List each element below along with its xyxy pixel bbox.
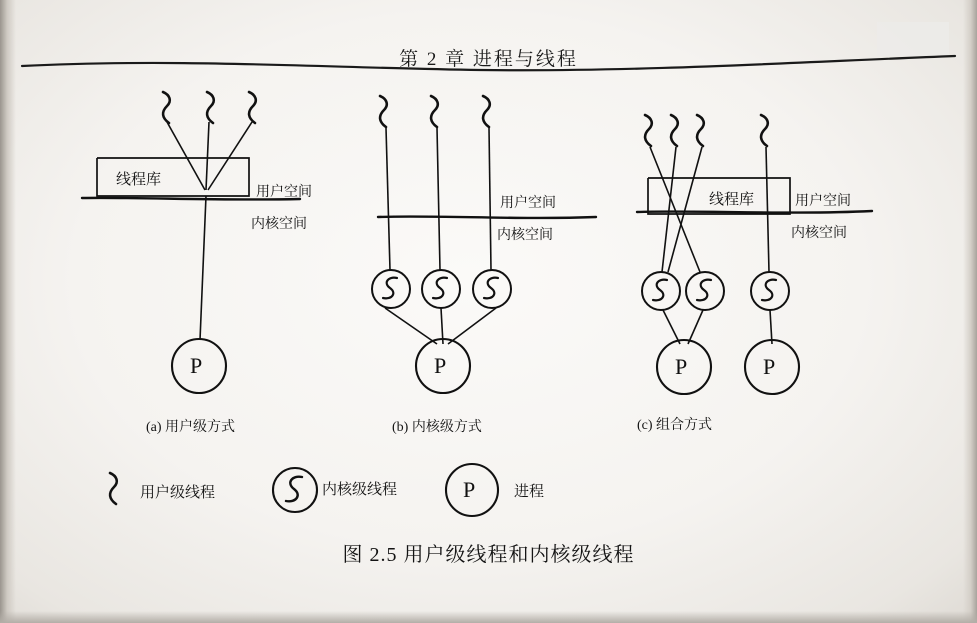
panel-c-user-space-label: 用户空间 [795,194,851,209]
panel-c-caption: (c) 组合方式 [637,418,713,433]
running-head: 第 2 章 进程与线程 [399,49,578,70]
header-rule [22,56,955,70]
panel-c-user-thread-2 [671,115,678,146]
legend-label-user-thread: 用户级线程 [140,485,216,501]
legend-process-glyph: P [463,477,476,502]
panel-b-kernel-thread-2 [422,270,460,308]
panel-c-process-label-2: P [763,354,776,379]
legend-label-process: 进程 [514,484,545,500]
panel-c-user-thread-4 [761,115,768,146]
panel-b-user-space-label: 用户空间 [500,196,556,211]
figure-caption: 图 2.5 用户级线程和内核级线程 [342,544,635,566]
panel-c-space-boundary [637,211,872,213]
panel-c-kernel-thread-2 [686,272,724,310]
panel-a-process-label: P [190,353,203,378]
panel-a-caption: (a) 用户级方式 [146,420,236,435]
panel-c-user-thread-1 [645,115,652,146]
legend-kernel-thread-circle-icon [273,468,317,512]
panel-a-kernel-space-label: 内核空间 [251,217,307,232]
panel-c-kernel-space-label: 内核空间 [791,226,847,241]
panel-c-thread-library-label: 线程库 [709,192,755,208]
panel-c-user-thread-3 [697,115,704,146]
panel-b-caption: (b) 内核级方式 [392,420,482,435]
panel-b-user-thread-2 [431,96,438,127]
legend-user-thread-squiggle-icon [110,473,117,504]
panel-b-user-thread-3 [483,96,490,127]
panel-b-user-thread-1 [380,96,387,127]
panel-a-thread-library-label: 线程库 [116,172,162,188]
panel-a-user-thread-3 [249,92,256,123]
panel-c-process-label-1: P [675,354,688,379]
panel-b-kernel-space-label: 内核空间 [497,228,553,243]
legend-label-kernel-thread: 内核级线程 [322,482,398,498]
panel-b-process-label: P [434,353,447,378]
panel-a-user-thread-1 [163,92,170,123]
panel-c-kernel-thread-3 [751,272,789,310]
panel-b-kernel-thread-1 [372,270,410,308]
panel-b-space-boundary [378,217,596,218]
panel-a-user-thread-2 [207,92,214,123]
panel-b-kernel-thread-3 [473,270,511,308]
panel-c-kernel-thread-1 [642,272,680,310]
panel-a-user-space-label: 用户空间 [256,185,312,200]
